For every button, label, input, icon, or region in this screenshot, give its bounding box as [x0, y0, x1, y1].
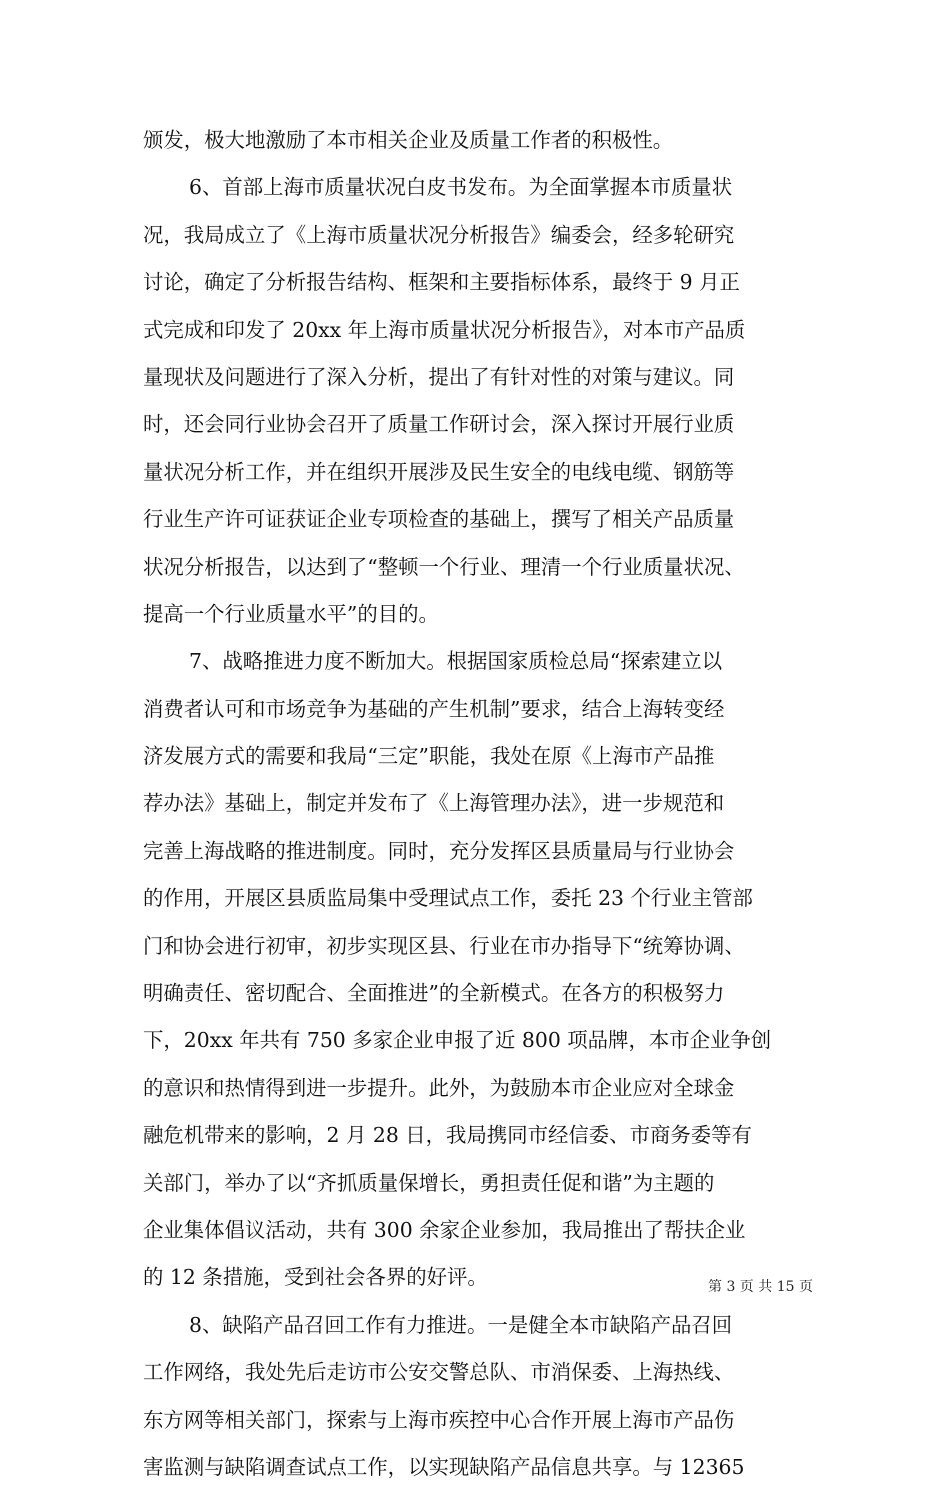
text-line: 的作用，开展区县质监局集中受理试点工作，委托 23 个行业主管部 — [143, 886, 753, 911]
text-line: 东方网等相关部门，探索与上海市疾控中心合作开展上海市产品伤 — [143, 1407, 735, 1432]
text-line: 济发展方式的需要和我局“三定”职能，我处在原《上海市产品推 — [143, 744, 715, 769]
text-line: 提高一个行业质量水平”的目的。 — [143, 601, 439, 626]
text-line: 门和协会进行初审，初步实现区县、行业在市办指导下“统筹协调、 — [143, 933, 745, 958]
paragraph-first-line: 8、缺陷产品召回工作有力推进。一是健全本市缺陷产品召回 — [189, 1312, 733, 1337]
paragraph-first-line: 7、战略推进力度不断加大。根据国家质检总局“探索建立以 — [189, 649, 723, 674]
text-line: 的 12 条措施，受到社会各界的好评。 — [143, 1265, 488, 1290]
text-line: 量状况分析工作，并在组织开展涉及民生安全的电线电缆、钢筋等 — [143, 459, 735, 484]
text-line: 况，我局成立了《上海市质量状况分析报告》编委会，经多轮研究 — [143, 222, 735, 247]
text-line: 荐办法》基础上，制定并发布了《上海管理办法》，进一步规范和 — [143, 791, 725, 816]
text-line: 明确责任、密切配合、全面推进”的全新模式。在各方的积极努力 — [143, 981, 725, 1006]
text-line: 害监测与缺陷调查试点工作，以实现缺陷产品信息共享。与 12365 — [143, 1454, 745, 1479]
text-line: 讨论，确定了分析报告结构、框架和主要指标体系，最终于 9 月正 — [143, 270, 740, 295]
text-line: 式完成和印发了 20xx 年上海市质量状况分析报告》，对本市产品质 — [143, 317, 746, 342]
text-line: 关部门，举办了以“齐抓质量保增长，勇担责任促和谐”为主题的 — [143, 1170, 715, 1195]
text-line: 量现状及问题进行了深入分析，提出了有针对性的对策与建议。同 — [143, 364, 735, 389]
text-line: 消费者认可和市场竞争为基础的产生机制”要求，结合上海转变经 — [143, 696, 725, 721]
text-line: 状况分析报告，以达到了“整顿一个行业、理清一个行业质量状况、 — [143, 554, 745, 579]
text-line: 企业集体倡议活动，共有 300 余家企业参加，我局推出了帮扶企业 — [143, 1217, 746, 1242]
text-line: 工作网络，我处先后走访市公安交警总队、市消保委、上海热线、 — [143, 1360, 735, 1385]
text-line: 的意识和热情得到进一步提升。此外，为鼓励本市企业应对全球金 — [143, 1075, 735, 1100]
text-line: 完善上海战略的推进制度。同时，充分发挥区县质量局与行业协会 — [143, 838, 735, 863]
text-line: 行业生产许可证获证企业专项检查的基础上，撰写了相关产品质量 — [143, 507, 735, 532]
text-line: 下，20xx 年共有 750 多家企业申报了近 800 项品牌，本市企业争创 — [143, 1028, 772, 1053]
page-number-footer: 第 3 页 共 15 页 — [708, 1279, 813, 1295]
text-line: 融危机带来的影响，2 月 28 日，我局携同市经信委、市商务委等有 — [143, 1123, 752, 1148]
text-line: 颁发，极大地激励了本市相关企业及质量工作者的积极性。 — [143, 128, 674, 152]
text-line: 时，还会同行业协会召开了质量工作研讨会，深入探讨开展行业质 — [143, 412, 735, 437]
paragraph-first-line: 6、首部上海市质量状况白皮书发布。为全面掌握本市质量状 — [189, 175, 733, 200]
